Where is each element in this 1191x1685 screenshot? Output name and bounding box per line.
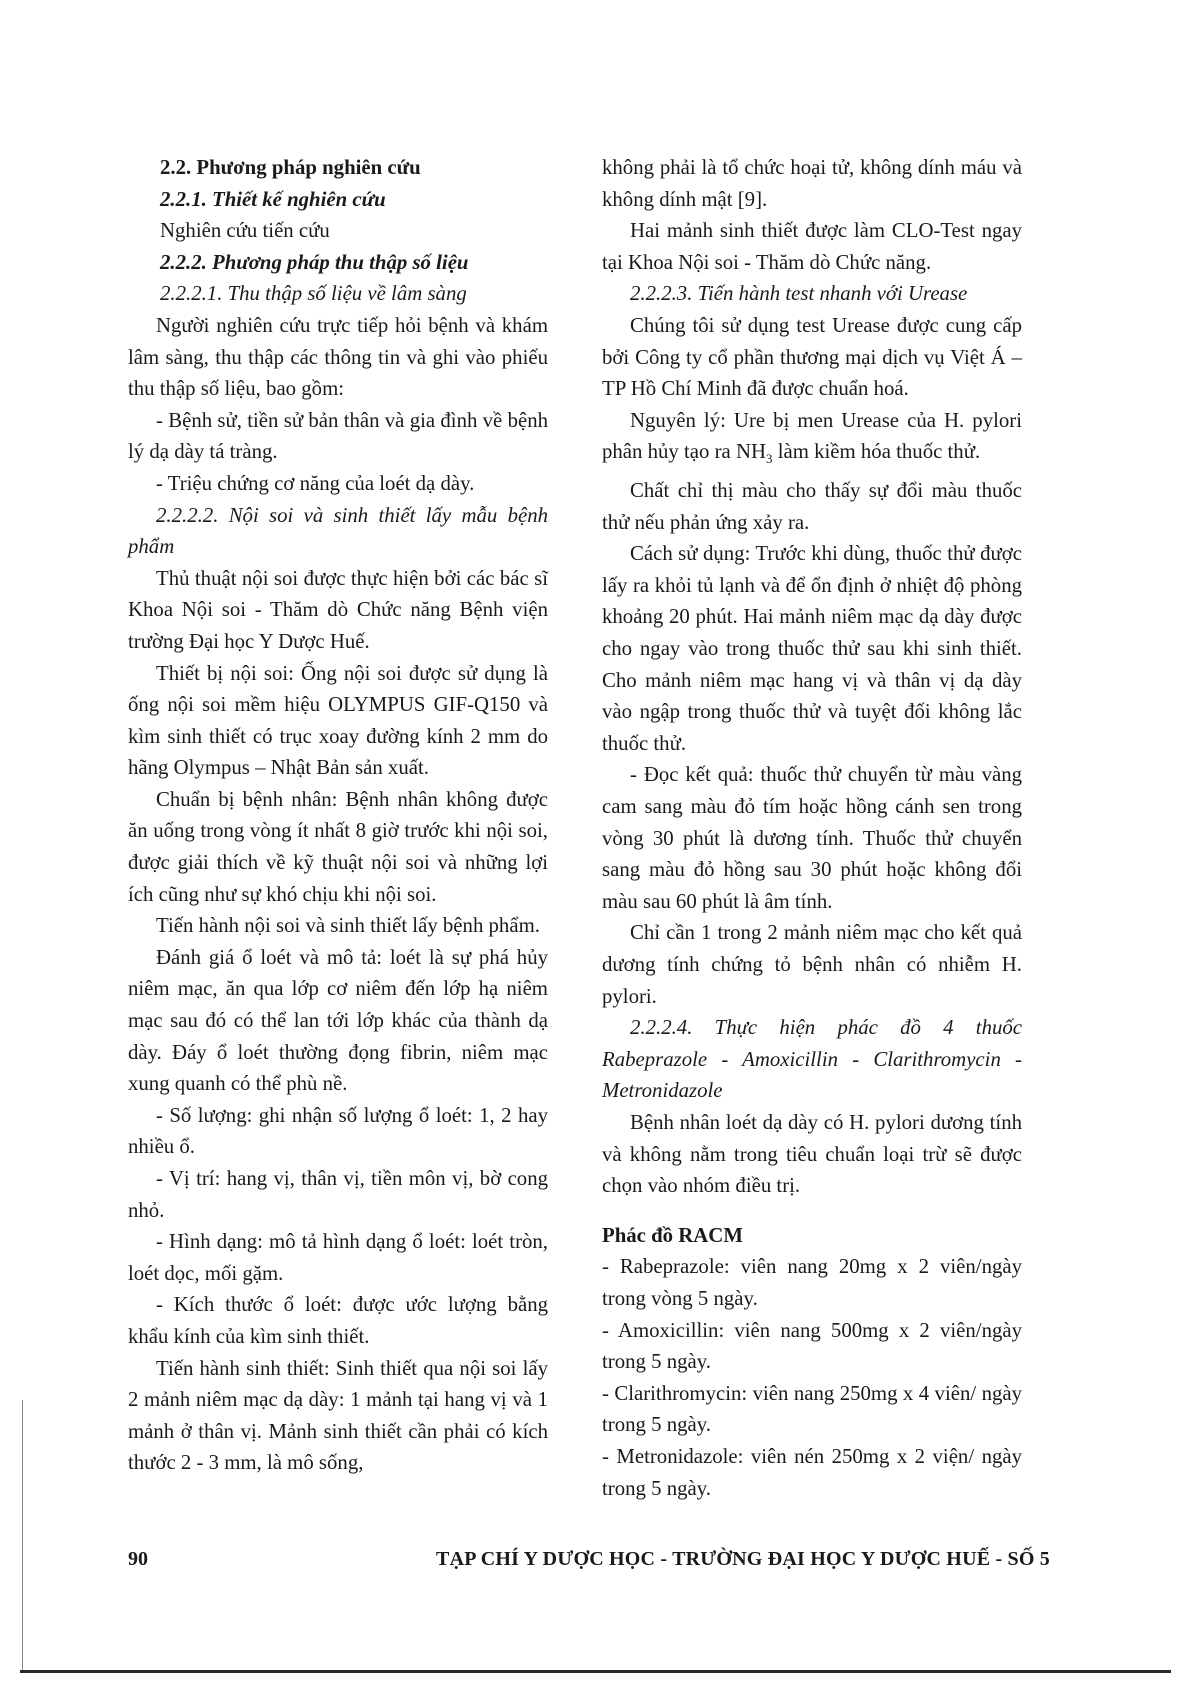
paragraph: Người nghiên cứu trực tiếp hỏi bệnh và khám lâm sàng, thu thập các thông tin và ghi vào phiếu thu thập số liệu, bao gồm:	[128, 313, 548, 401]
paragraph: Tiến hành sinh thiết: Sinh thiết qua nội soi lấy 2 mảnh niêm mạc dạ dày: 1 mảnh tại hang vị và 1 mảnh ở thân vị. Mảnh sinh thiết cần phải có kích thước 2 - 3 mm, là mô sống,	[128, 1356, 548, 1475]
drug-item: - Rabeprazole: viên nang 20mg x 2 viên/ngày trong vòng 5 ngày.	[602, 1255, 1022, 1310]
paragraph: - Vị trí: hang vị, thân vị, tiền môn vị, bờ cong nhỏ.	[128, 1167, 548, 1222]
paragraph: Tiến hành nội soi và sinh thiết lấy bệnh phẩm.	[156, 914, 540, 938]
paragraph-design: Nghiên cứu tiến cứu	[160, 219, 330, 243]
paragraph: - Đọc kết quả: thuốc thử chuyển từ màu vàng cam sang màu đỏ tím hoặc hồng cánh sen trong vòng 30 phút là dương tính. Thuốc thử chuyển sang màu đỏ hồng sau 30 phút hoặc không đổi màu sau 60 phút là âm tính.	[602, 763, 1022, 913]
journal-title: TẠP CHÍ Y DƯỢC HỌC - TRƯỜNG ĐẠI HỌC Y DƯỢC HUẾ - SỐ 5	[436, 1548, 1050, 1570]
left-column	[128, 152, 548, 1479]
paragraph: Hai mảnh sinh thiết được làm CLO-Test ngay tại Khoa Nội soi - Thăm dò Chức năng.	[602, 219, 1022, 274]
paragraph: Chỉ cần 1 trong 2 mảnh niêm mạc cho kết quả dương tính chứng tỏ bệnh nhân có nhiễm H. pylori.	[602, 921, 1022, 1008]
heading-2-2-2-4: 2.2.2.4. Thực hiện phác đồ 4 thuốc Rabeprazole - Amoxicillin - Clarithromycin - Metronidazole	[602, 1016, 1022, 1103]
paragraph: - Triệu chứng cơ năng của loét dạ dày.	[156, 471, 475, 495]
paragraph-principle	[602, 405, 1022, 475]
paragraph: Thiết bị nội soi: Ống nội soi được sử dụng là ống nội soi mềm hiệu OLYMPUS GIF-Q150 và kìm sinh thiết có trục xoay đường kính 2 mm do hãng Olympus – Nhật Bản sản xuất.	[128, 661, 548, 780]
heading-2-2-2-3: 2.2.2.3. Tiến hành test nhanh với Urease	[630, 282, 968, 306]
paragraph: - Kích thước ổ loét: được ước lượng bằng khẩu kính của kìm sinh thiết.	[128, 1293, 548, 1348]
scan-edge-line	[22, 1400, 23, 1670]
paragraph: - Hình dạng: mô tả hình dạng ổ loét: loét tròn, loét dọc, mối gặm.	[128, 1230, 548, 1285]
paragraph: Thủ thuật nội soi được thực hiện bởi các bác sĩ Khoa Nội soi - Thăm dò Chức năng Bệnh viện trường Đại học Y Dược Huế.	[128, 566, 548, 653]
paragraph: Chất chỉ thị màu cho thấy sự đổi màu thuốc thử nếu phản ứng xảy ra.	[602, 479, 1022, 534]
paragraph: - Bệnh sử, tiền sử bản thân và gia đình về bệnh lý dạ dày tá tràng.	[128, 408, 548, 464]
heading-2-2-2-2: 2.2.2.2. Nội soi và sinh thiết lấy mẫu bệnh phẩm	[128, 503, 548, 559]
heading-2-2-2-1: 2.2.2.1. Thu thập số liệu về lâm sàng	[160, 282, 467, 306]
spacer	[602, 1202, 1022, 1220]
drug-item: - Metronidazole: viên nén 250mg x 2 viện/ ngày trong 5 ngày.	[602, 1444, 1022, 1500]
subscript: 3	[766, 451, 773, 467]
paragraph: không phải là tổ chức hoại tử, không dính máu và không dính mật [9].	[602, 156, 1022, 211]
principle-text-end: làm kiềm hóa thuốc thử.	[772, 440, 981, 464]
principle-text: Nguyên lý: Ure bị men Urease của H. pylori phân hủy tạo ra NH	[602, 408, 1022, 464]
paragraph: Bệnh nhân loét dạ dày có H. pylori dương tính và không nằm trong tiêu chuẩn loại trừ sẽ được chọn vào nhóm điều trị.	[602, 1110, 1022, 1198]
paragraph: Chúng tôi sử dụng test Urease được cung cấp bởi Công ty cổ phần thương mại dịch vụ Việt Á – TP Hồ Chí Minh đã được chuẩn hoá.	[602, 313, 1022, 401]
heading-2-2: 2.2. Phương pháp nghiên cứu	[160, 156, 421, 179]
drug-item: - Clarithromycin: viên nang 250mg x 4 viên/ ngày trong 5 ngày.	[602, 1381, 1022, 1437]
page-number: 90	[128, 1548, 148, 1570]
drug-item: - Amoxicillin: viên nang 500mg x 2 viên/ngày trong 5 ngày.	[602, 1318, 1022, 1374]
scan-bottom-line	[20, 1670, 1171, 1673]
paragraph: Chuẩn bị bệnh nhân: Bệnh nhân không được ăn uống trong vòng ít nhất 8 giờ trước khi nội soi, được giải thích về kỹ thuật nội soi và những lợi ích cũng như sự khó chịu khi nội soi.	[128, 787, 548, 906]
heading-2-2-2: 2.2.2. Phương pháp thu thập số liệu	[160, 250, 469, 274]
heading-racm: Phác đồ RACM	[602, 1223, 743, 1247]
paragraph: Đánh giá ổ loét và mô tả: loét là sự phá hủy niêm mạc, ăn qua lớp cơ niêm đến lớp hạ niêm mạc sau đó có thể lan tới lớp khác của thành dạ dày. Đáy ổ loét thường đọng fibrin, niêm mạc xung quanh có thể phù nề.	[128, 945, 548, 1096]
page-footer	[128, 1548, 1050, 1580]
heading-2-2-1: 2.2.1. Thiết kế nghiên cứu	[160, 187, 386, 211]
paragraph: - Số lượng: ghi nhận số lượng ổ loét: 1, 2 hay nhiều ổ.	[128, 1103, 548, 1159]
right-column	[602, 152, 1022, 1504]
paragraph: Cách sử dụng: Trước khi dùng, thuốc thử được lấy ra khỏi tủ lạnh và để ổn định ở nhiệt độ phòng khoảng 20 phút. Hai mảnh niêm mạc dạ dày được cho ngay vào trong thuốc thử sau khi sinh thiết. Cho mảnh niêm mạc hang vị và thân vị dạ dày vào ngập trong thuốc thử và tuyệt đối không lắc thuốc thử.	[602, 542, 1022, 755]
